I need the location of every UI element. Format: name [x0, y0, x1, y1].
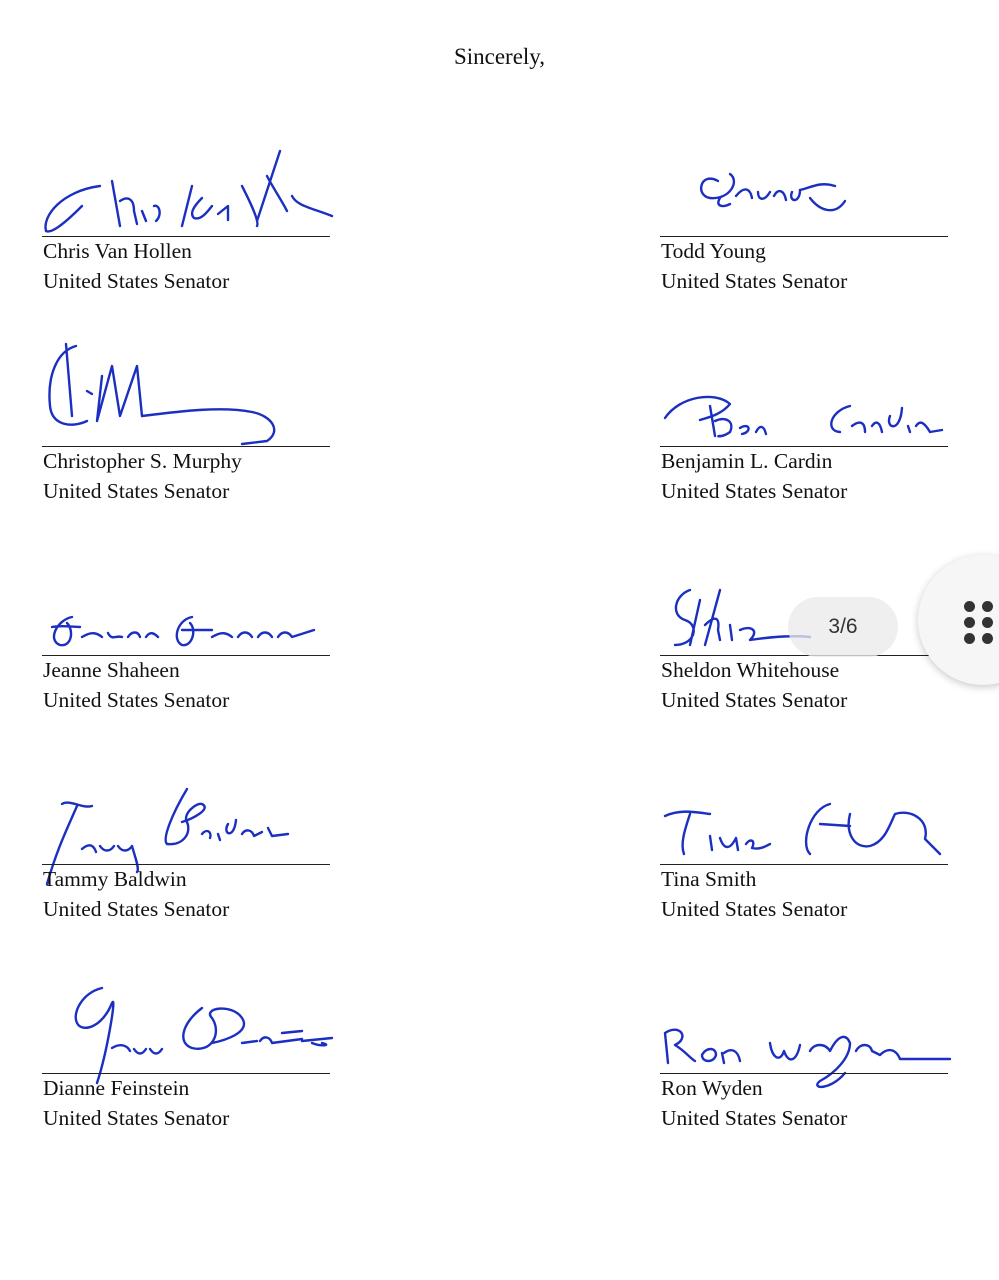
page-indicator: 3/6	[788, 597, 898, 657]
signature-line	[660, 446, 948, 447]
handwritten-signature	[42, 545, 342, 655]
signature-line	[660, 655, 948, 656]
signatory-title: United States Senator	[661, 688, 848, 712]
signatory-name: Todd Young	[661, 239, 766, 263]
signatory-name: Ron Wyden	[661, 1076, 763, 1100]
signature-line	[42, 236, 330, 237]
handwritten-signature	[42, 754, 342, 864]
signatory-name: Tammy Baldwin	[43, 867, 187, 891]
signatory-title: United States Senator	[661, 897, 848, 921]
handwritten-signature	[42, 126, 342, 236]
signatory-title: United States Senator	[661, 269, 848, 293]
handwritten-signature	[660, 963, 960, 1073]
signatory-name: Dianne Feinstein	[43, 1076, 190, 1100]
handwritten-signature	[660, 126, 960, 236]
signatory-name: Tina Smith	[661, 867, 757, 891]
signatory-title: United States Senator	[43, 897, 230, 921]
signature-line	[42, 446, 330, 447]
handwritten-signature	[660, 754, 960, 864]
signature-line	[660, 1073, 948, 1074]
signatory-name: Chris Van Hollen	[43, 239, 192, 263]
signatory-name: Benjamin L. Cardin	[661, 449, 833, 473]
handwritten-signature	[660, 336, 960, 446]
signatory-title: United States Senator	[43, 688, 230, 712]
signatory-name: Jeanne Shaheen	[43, 658, 180, 682]
signatory-title: United States Senator	[661, 1106, 848, 1130]
signatory-title: United States Senator	[661, 479, 848, 503]
signatory-name: Christopher S. Murphy	[43, 449, 242, 473]
handwritten-signature	[42, 336, 342, 446]
handwritten-signature	[42, 963, 342, 1073]
signature-line	[42, 1073, 330, 1074]
signature-line	[660, 864, 948, 865]
signatory-name: Sheldon Whitehouse	[661, 658, 840, 682]
signatory-title: United States Senator	[43, 1106, 230, 1130]
signature-line	[42, 864, 330, 865]
closing-salutation: Sincerely,	[453, 44, 546, 69]
signatory-title: United States Senator	[43, 479, 230, 503]
signature-line	[42, 655, 330, 656]
signatory-title: United States Senator	[43, 269, 230, 293]
signature-line	[660, 236, 948, 237]
more-dots-icon	[964, 601, 994, 641]
